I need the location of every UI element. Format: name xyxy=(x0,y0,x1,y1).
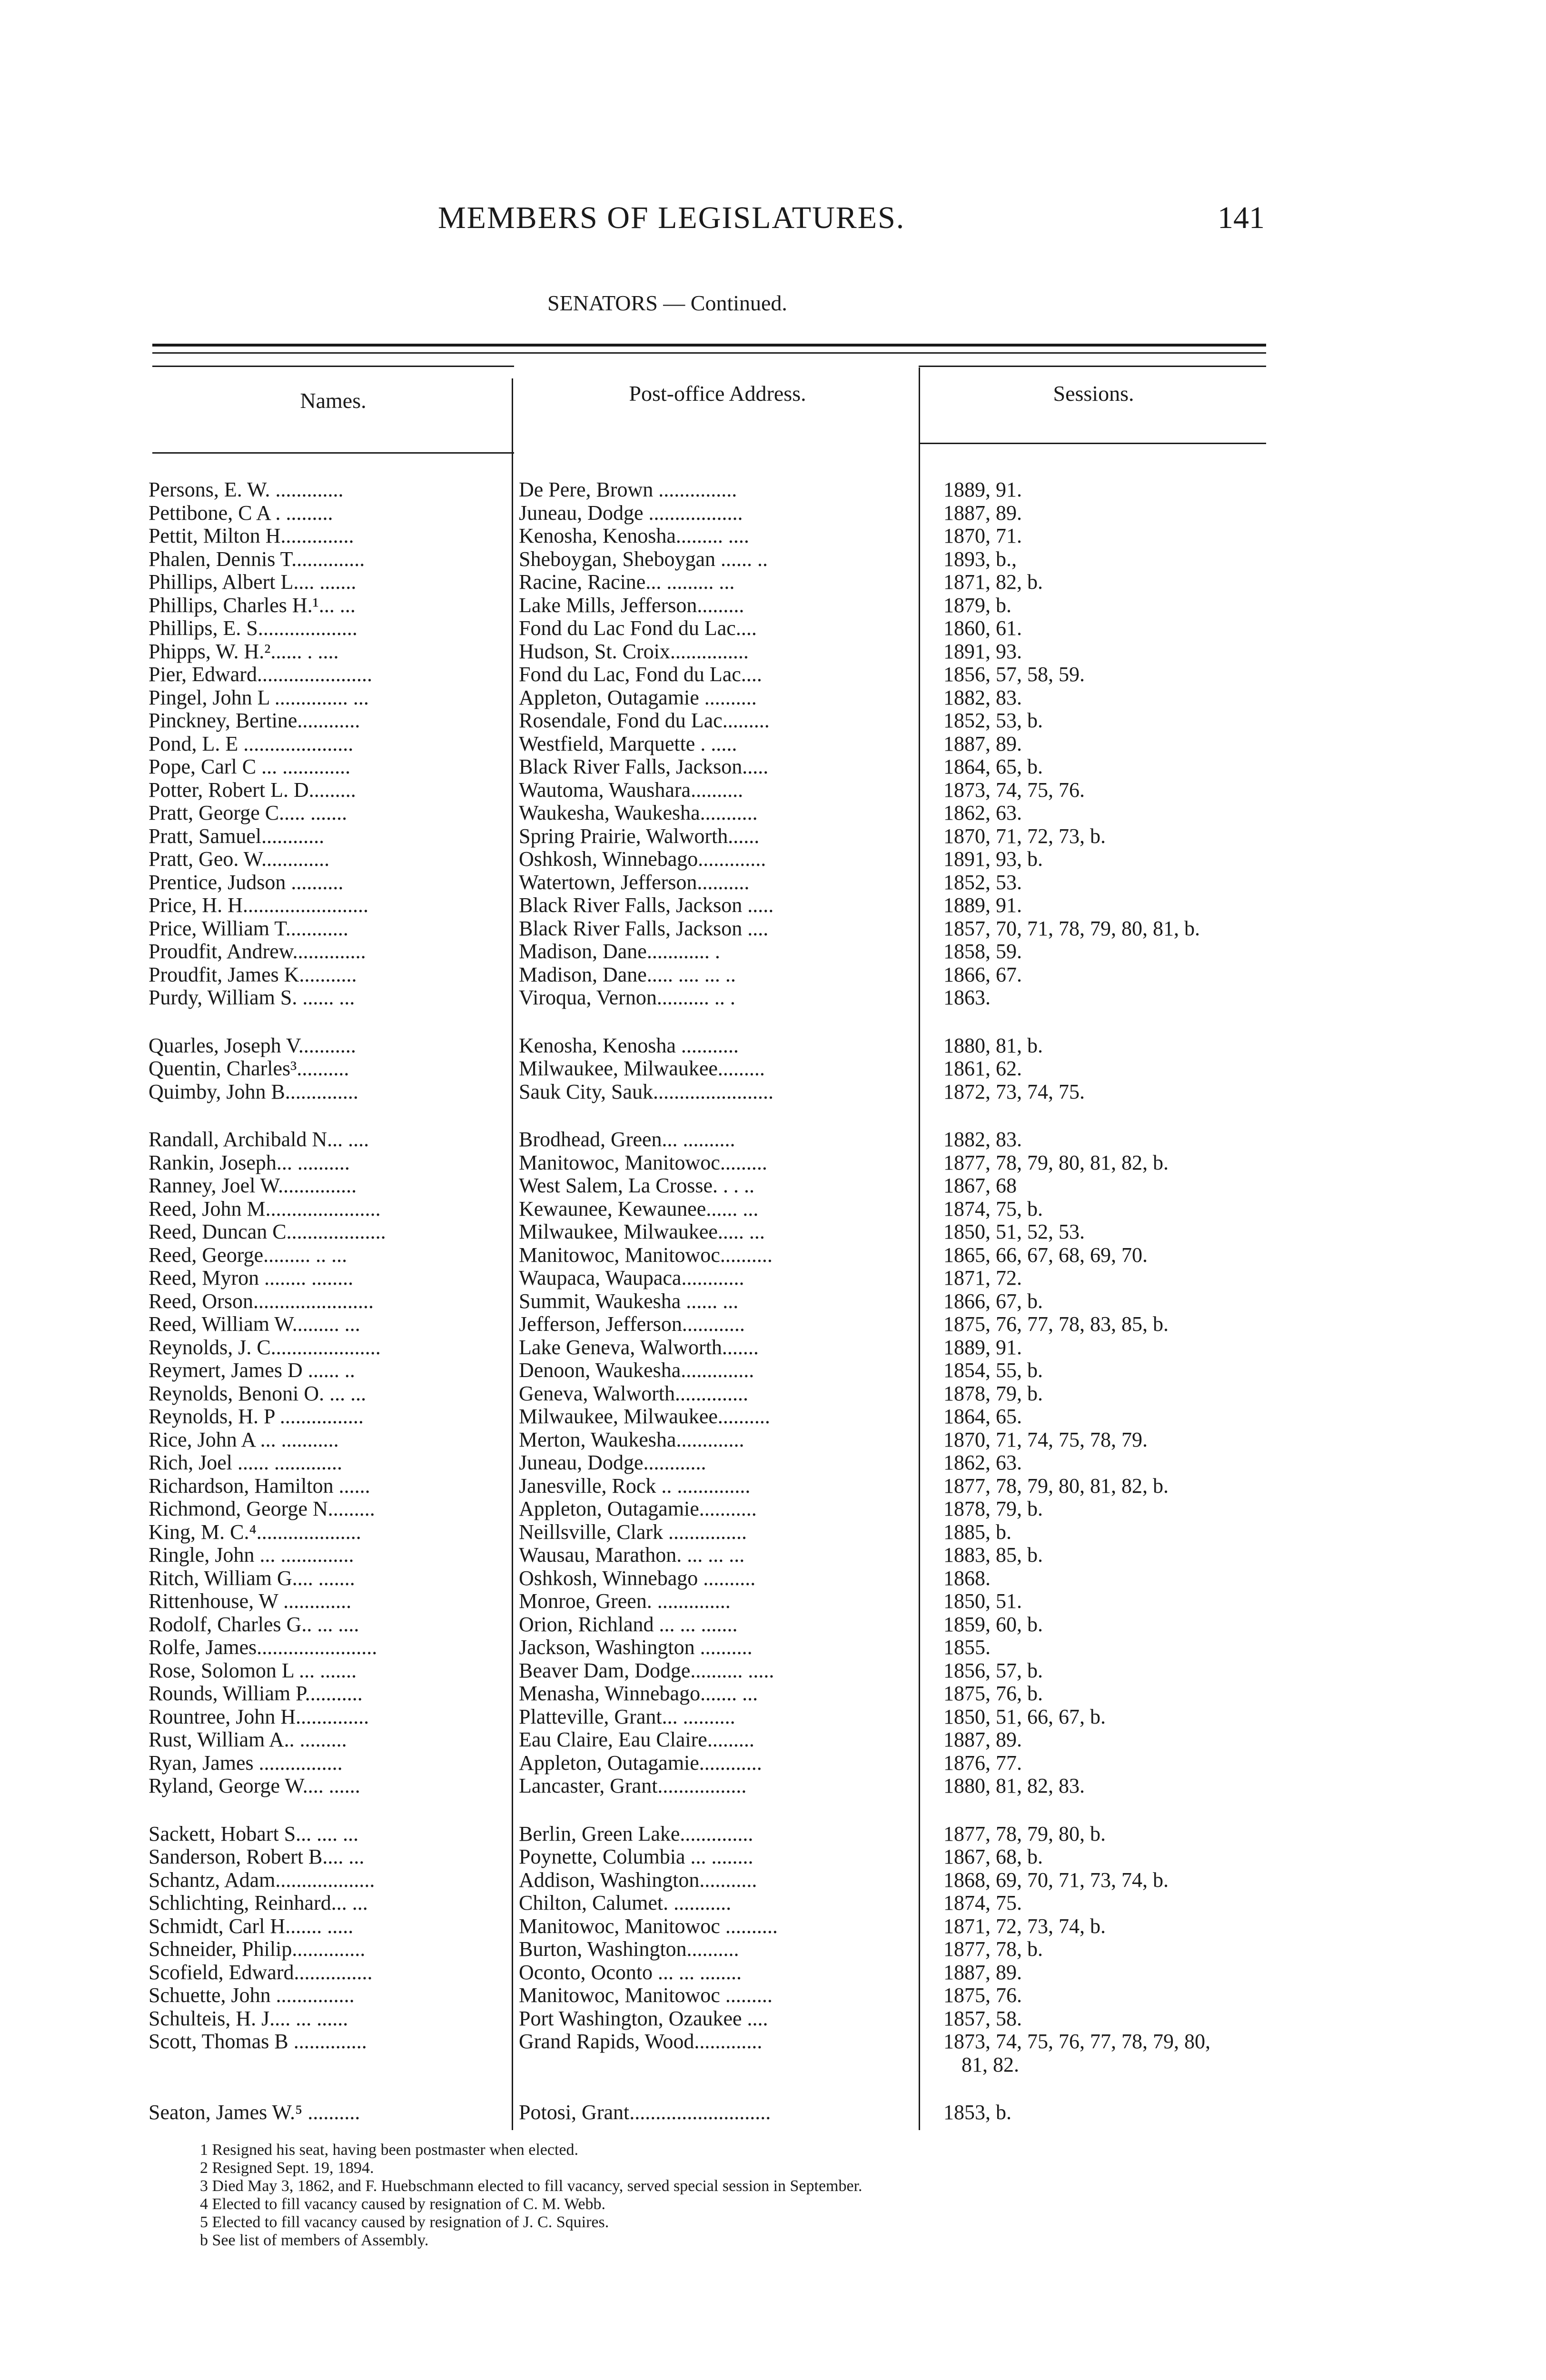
table-row xyxy=(143,1198,1285,1221)
sessions-cell: 1866, 67, b. xyxy=(943,1289,1043,1313)
table-row xyxy=(143,1984,1285,2007)
address-cell: Kewaunee, Kewaunee...... ... xyxy=(519,1197,759,1220)
sessions-cell: 1875, 76. xyxy=(943,1984,1022,2007)
name-cell: Pier, Edward...................... xyxy=(149,663,372,686)
address-cell: Black River Falls, Jackson ..... xyxy=(519,894,774,917)
address-cell: Manitowoc, Manitowoc .......... xyxy=(519,1914,778,1938)
sessions-cell: 1870, 71, 72, 73, b. xyxy=(943,824,1106,848)
name-cell: Phalen, Dennis T.............. xyxy=(149,547,365,571)
senators-table xyxy=(143,478,1285,2149)
table-row xyxy=(143,1775,1285,1798)
name-cell: Schlichting, Reinhard... ... xyxy=(149,1892,368,1914)
sessions-cell: 1864, 65, b. xyxy=(943,755,1043,778)
sessions-cell: 1856, 57, 58, 59. xyxy=(943,663,1085,686)
table-row xyxy=(143,1081,1285,1104)
address-cell: Manitowoc, Manitowoc......... xyxy=(519,1151,767,1174)
name-cell: Schulteis, H. J.... ... ...... xyxy=(149,2007,348,2030)
table-row xyxy=(143,1428,1285,1452)
table-row xyxy=(143,594,1285,617)
sessions-cell: 1882, 83. xyxy=(943,1128,1022,1151)
page-header xyxy=(0,200,1546,252)
footnote: b See list of members of Assembly. xyxy=(200,2231,429,2249)
table-row xyxy=(143,1267,1285,1290)
name-cell: Schantz, Adam................... xyxy=(149,1868,375,1892)
address-cell: Racine, Racine... ......... ... xyxy=(519,571,735,594)
name-cell: Rittenhouse, W ............. xyxy=(149,1590,352,1613)
name-group xyxy=(143,2101,1285,2124)
page-title: MEMBERS OF LEGISLATURES. xyxy=(438,200,905,235)
header-bottom-rule-left xyxy=(152,452,514,454)
name-cell: Reymert, James D ...... .. xyxy=(149,1359,355,1382)
name-cell: Reed, George......... .. ... xyxy=(149,1243,347,1267)
name-group xyxy=(143,1034,1285,1104)
table-row xyxy=(143,1475,1285,1498)
sessions-cell: 1880, 81, b. xyxy=(943,1034,1043,1057)
sessions-cell: 1874, 75. xyxy=(943,1892,1022,1914)
name-cell: Schmidt, Carl H....... ..... xyxy=(149,1914,354,1938)
address-cell: Sauk City, Sauk....................... xyxy=(519,1080,773,1103)
name-cell: Pinckney, Bertine............ xyxy=(149,709,360,732)
table-row xyxy=(143,1151,1285,1175)
sessions-cell: 1887, 89. xyxy=(943,501,1022,525)
header-bottom-rule-right xyxy=(919,443,1266,444)
table-row xyxy=(143,502,1285,525)
sessions-cell: 1856, 57, b. xyxy=(943,1659,1043,1682)
sessions-cell: 1883, 85, b. xyxy=(943,1544,1043,1567)
address-cell: Orion, Richland ... ... ....... xyxy=(519,1613,738,1636)
name-cell: Pingel, John L .............. ... xyxy=(149,686,369,709)
sessions-cell: 1867, 68 xyxy=(943,1174,1017,1197)
table-row xyxy=(143,1497,1285,1521)
sessions-cell: 1868. xyxy=(943,1567,991,1590)
table-row xyxy=(143,1544,1285,1567)
address-cell: Jackson, Washington .......... xyxy=(519,1636,753,1659)
table-row xyxy=(143,1174,1285,1198)
sessions-cell: 1879, b. xyxy=(943,594,1011,617)
table-row xyxy=(143,848,1285,871)
address-cell: Brodhead, Green... .......... xyxy=(519,1128,735,1151)
name-cell: Ryan, James ................ xyxy=(149,1751,343,1775)
sessions-cell: 1865, 66, 67, 68, 69, 70. xyxy=(943,1243,1148,1267)
sessions-cell: 1871, 82, b. xyxy=(943,571,1043,594)
name-cell: Seaton, James W.⁵ .......... xyxy=(149,2101,360,2124)
sessions-cell: 1880, 81, 82, 83. xyxy=(943,1775,1085,1797)
name-cell: Randall, Archibald N... .... xyxy=(149,1128,369,1151)
address-cell: Janesville, Rock .. .............. xyxy=(519,1474,751,1497)
table-row xyxy=(143,1128,1285,1151)
address-cell: Manitowoc, Manitowoc ......... xyxy=(519,1984,773,2007)
address-cell: Wautoma, Waushara.......... xyxy=(519,778,743,802)
sessions-cell: 1893, b., xyxy=(943,547,1017,571)
address-cell: Wausau, Marathon. ... ... ... xyxy=(519,1544,745,1567)
footnote: 1 Resigned his seat, having been postmaster when elected. xyxy=(200,2141,578,2159)
table-row xyxy=(143,940,1285,963)
sessions-cell: 1857, 58. xyxy=(943,2007,1022,2030)
address-cell: Oshkosh, Winnebago............. xyxy=(519,848,766,871)
sessions-cell: 1850, 51. xyxy=(943,1590,1022,1613)
table-row xyxy=(143,755,1285,779)
address-cell: Milwaukee, Milwaukee..... ... xyxy=(519,1220,765,1243)
address-cell: Appleton, Outagamie........... xyxy=(519,1497,757,1520)
name-cell: Ringle, John ... .............. xyxy=(149,1544,354,1567)
address-cell: Spring Prairie, Walworth...... xyxy=(519,824,760,848)
address-cell: Lake Mills, Jefferson......... xyxy=(519,594,744,617)
sessions-cell: 1873, 74, 75, 76. xyxy=(943,778,1085,802)
table-row xyxy=(143,802,1285,825)
address-cell: Monroe, Green. .............. xyxy=(519,1590,731,1613)
sessions-cell: 1877, 78, b. xyxy=(943,1938,1043,1961)
table-row xyxy=(143,1220,1285,1244)
sessions-cell: 1877, 78, 79, 80, 81, 82, b. xyxy=(943,1151,1169,1174)
name-cell: Proudfit, James K........... xyxy=(149,963,357,986)
name-cell: Pope, Carl C ... ............. xyxy=(149,755,351,778)
footnote: 4 Elected to fill vacancy caused by resignation of C. M. Webb. xyxy=(200,2195,606,2213)
name-cell: Reed, Orson....................... xyxy=(149,1289,374,1313)
sessions-cell: 1850, 51, 66, 67, b. xyxy=(943,1705,1106,1728)
name-cell: Rountree, John H.............. xyxy=(149,1705,369,1728)
name-group xyxy=(143,1128,1285,1798)
address-cell xyxy=(509,2053,923,2077)
address-cell: Beaver Dam, Dodge.......... ..... xyxy=(519,1659,774,1682)
table-row xyxy=(143,733,1285,756)
table-row xyxy=(143,1915,1285,1938)
name-cell: Reynolds, Benoni O. ... ... xyxy=(149,1382,367,1405)
table-row xyxy=(143,571,1285,594)
name-cell: Sackett, Hobart S... .... ... xyxy=(149,1822,359,1845)
sessions-cell: 1885, b. xyxy=(943,1520,1011,1544)
name-cell: Sanderson, Robert B.... ... xyxy=(149,1845,365,1868)
name-cell: King, M. C.⁴.................... xyxy=(149,1520,361,1544)
address-cell: Watertown, Jefferson.......... xyxy=(519,871,750,894)
table-row xyxy=(143,1057,1285,1081)
header-rule-left xyxy=(152,366,514,367)
name-cell: Richardson, Hamilton ...... xyxy=(149,1474,370,1497)
sessions-cell: 1873, 74, 75, 76, 77, 78, 79, 80, xyxy=(943,2030,1210,2053)
table-row xyxy=(143,2101,1285,2124)
sessions-cell: 1860, 61. xyxy=(943,617,1022,640)
sessions-cell: 1852, 53. xyxy=(943,871,1022,894)
sessions-cell: 1853, b. xyxy=(943,2101,1011,2124)
sessions-cell: 1852, 53, b. xyxy=(943,709,1043,732)
address-cell: Addison, Washington........... xyxy=(519,1868,757,1892)
name-cell: Rankin, Joseph... .......... xyxy=(149,1151,350,1174)
address-cell: Geneva, Walworth.............. xyxy=(519,1382,748,1405)
address-cell: Appleton, Outagamie .......... xyxy=(519,686,757,709)
name-cell: Price, H. H........................ xyxy=(149,894,368,917)
name-cell: Richmond, George N......... xyxy=(149,1497,375,1520)
sessions-cell: 81, 82. xyxy=(961,2053,1019,2076)
sessions-cell: 1887, 89. xyxy=(943,1728,1022,1751)
name-cell: Pettibone, C A . ......... xyxy=(149,501,333,525)
name-cell: Rose, Solomon L ... ....... xyxy=(149,1659,357,1682)
address-cell: Platteville, Grant... .......... xyxy=(519,1705,735,1728)
footnote: 3 Died May 3, 1862, and F. Huebschmann elected to fill vacancy, served special session in September. xyxy=(200,2177,862,2195)
address-cell: Juneau, Dodge .................. xyxy=(519,501,743,525)
table-row xyxy=(143,1706,1285,1729)
table-row xyxy=(143,1244,1285,1267)
table-row xyxy=(143,1290,1285,1313)
name-cell: Pratt, Samuel............ xyxy=(149,824,325,848)
sessions-cell: 1854, 55, b. xyxy=(943,1359,1043,1382)
sessions-cell: 1859, 60, b. xyxy=(943,1613,1043,1636)
table-row xyxy=(143,2007,1285,2031)
table-row xyxy=(143,917,1285,941)
sessions-cell: 1871, 72. xyxy=(943,1267,1022,1289)
footnote: 5 Elected to fill vacancy caused by resignation of J. C. Squires. xyxy=(200,2213,609,2231)
address-cell: De Pere, Brown ............... xyxy=(519,478,737,501)
table-row xyxy=(143,963,1285,987)
name-cell: Schneider, Philip.............. xyxy=(149,1938,366,1961)
table-row xyxy=(143,779,1285,802)
name-cell: Quentin, Charles³.......... xyxy=(149,1057,349,1080)
sessions-cell: 1858, 59. xyxy=(943,940,1022,963)
name-cell xyxy=(143,2053,509,2077)
sessions-cell: 1889, 91. xyxy=(943,478,1022,501)
address-cell: Appleton, Outagamie............ xyxy=(519,1751,762,1775)
sessions-cell: 1855. xyxy=(943,1636,991,1659)
name-cell: Persons, E. W. ............. xyxy=(149,478,344,501)
column-header-sessions: Sessions. xyxy=(1053,381,1134,406)
name-cell: Price, William T............ xyxy=(149,917,348,940)
name-cell: Rust, William A.. ......... xyxy=(149,1728,347,1751)
sessions-cell: 1871, 72, 73, 74, b. xyxy=(943,1914,1106,1938)
name-cell: Potter, Robert L. D......... xyxy=(149,778,356,802)
sessions-cell: 1887, 89. xyxy=(943,1961,1022,1984)
name-cell: Reed, Myron ........ ........ xyxy=(149,1267,354,1289)
address-cell: Merton, Waukesha............. xyxy=(519,1428,744,1451)
sessions-cell: 1863. xyxy=(943,986,991,1009)
sessions-cell: 1874, 75, b. xyxy=(943,1197,1043,1220)
table-row xyxy=(143,1752,1285,1775)
address-cell: Menasha, Winnebago....... ... xyxy=(519,1682,758,1705)
table-row xyxy=(143,1613,1285,1636)
table-row xyxy=(143,1313,1285,1336)
name-cell: Reynolds, J. C..................... xyxy=(149,1336,381,1359)
sessions-cell: 1889, 91. xyxy=(943,1336,1022,1359)
address-cell: Westfield, Marquette . ..... xyxy=(519,732,737,755)
sessions-cell: 1857, 70, 71, 78, 79, 80, 81, b. xyxy=(943,917,1200,940)
address-cell: Jefferson, Jefferson............ xyxy=(519,1313,745,1336)
sessions-cell: 1875, 76, 77, 78, 83, 85, b. xyxy=(943,1313,1169,1336)
address-cell: Denoon, Waukesha.............. xyxy=(519,1359,754,1382)
table-row xyxy=(143,1405,1285,1428)
table-row xyxy=(143,478,1285,502)
name-cell: Reed, Duncan C................... xyxy=(149,1220,386,1243)
name-cell: Reed, William W......... ... xyxy=(149,1313,360,1336)
table-row xyxy=(143,1636,1285,1659)
name-cell: Ritch, William G.... ....... xyxy=(149,1567,355,1590)
sessions-cell: 1882, 83. xyxy=(943,686,1022,709)
address-cell: Kenosha, Kenosha ........... xyxy=(519,1034,739,1057)
address-cell: Eau Claire, Eau Claire......... xyxy=(519,1728,754,1751)
address-cell: Berlin, Green Lake.............. xyxy=(519,1822,753,1845)
name-cell: Rounds, William P........... xyxy=(149,1682,363,1705)
sessions-cell: 1862, 63. xyxy=(943,1451,1022,1474)
table-row xyxy=(143,825,1285,848)
address-cell: Port Washington, Ozaukee .... xyxy=(519,2007,768,2030)
table-row xyxy=(143,1659,1285,1683)
sessions-cell: 1872, 73, 74, 75. xyxy=(943,1080,1085,1103)
address-cell: Fond du Lac, Fond du Lac.... xyxy=(519,663,762,686)
sessions-cell: 1862, 63. xyxy=(943,802,1022,824)
address-cell: Oshkosh, Winnebago .......... xyxy=(519,1567,756,1590)
sessions-cell: 1887, 89. xyxy=(943,732,1022,755)
table-row xyxy=(143,1938,1285,1961)
table-row xyxy=(143,1451,1285,1475)
table-row xyxy=(143,1521,1285,1544)
address-cell: Waukesha, Waukesha........... xyxy=(519,802,758,824)
address-cell: Hudson, St. Croix............... xyxy=(519,640,749,663)
address-cell: Madison, Dane............ . xyxy=(519,940,720,963)
table-row xyxy=(143,663,1285,686)
table-row xyxy=(143,871,1285,894)
sessions-cell: 1875, 76, b. xyxy=(943,1682,1043,1705)
address-cell: Lake Geneva, Walworth....... xyxy=(519,1336,759,1359)
name-cell: Scofield, Edward............... xyxy=(149,1961,373,1984)
name-cell: Reed, John M...................... xyxy=(149,1197,381,1220)
address-cell: Manitowoc, Manitowoc.......... xyxy=(519,1243,773,1267)
name-group xyxy=(143,1823,1285,2077)
name-cell: Pettit, Milton H.............. xyxy=(149,525,354,547)
table-row xyxy=(143,1567,1285,1590)
table-row xyxy=(143,1682,1285,1706)
footnotes xyxy=(200,2141,1342,2250)
sessions-cell: 1870, 71, 74, 75, 78, 79. xyxy=(943,1428,1148,1451)
table-row xyxy=(143,640,1285,664)
name-cell: Purdy, William S. ...... ... xyxy=(149,986,355,1009)
table-row xyxy=(143,1728,1285,1752)
table-row xyxy=(143,1034,1285,1058)
table-row xyxy=(143,1359,1285,1382)
name-cell: Ryland, George W.... ...... xyxy=(149,1775,360,1797)
table-row xyxy=(143,686,1285,710)
table-row xyxy=(143,548,1285,571)
table-row xyxy=(143,1336,1285,1359)
address-cell: Juneau, Dodge............ xyxy=(519,1451,706,1474)
name-cell: Quarles, Joseph V........... xyxy=(149,1034,356,1057)
name-cell: Schuette, John ............... xyxy=(149,1984,355,2007)
name-cell: Reynolds, H. P ................ xyxy=(149,1405,364,1428)
address-cell: Neillsville, Clark ............... xyxy=(519,1520,747,1544)
address-cell: Milwaukee, Milwaukee......... xyxy=(519,1057,765,1080)
sessions-cell: 1876, 77. xyxy=(943,1751,1022,1775)
sessions-cell: 1864, 65. xyxy=(943,1405,1022,1428)
sessions-cell: 1850, 51, 52, 53. xyxy=(943,1220,1085,1243)
footnote: 2 Resigned Sept. 19, 1894. xyxy=(200,2159,374,2177)
name-cell: Phipps, W. H.²...... . .... xyxy=(149,640,339,663)
table-row xyxy=(143,986,1285,1010)
address-cell: Black River Falls, Jackson..... xyxy=(519,755,769,778)
address-cell: Rosendale, Fond du Lac......... xyxy=(519,709,770,732)
address-cell: Lancaster, Grant................. xyxy=(519,1775,747,1797)
top-rule-thick xyxy=(152,344,1266,347)
sessions-cell: 1878, 79, b. xyxy=(943,1497,1043,1520)
name-cell: Pratt, Geo. W............. xyxy=(149,848,330,871)
address-cell: Burton, Washington.......... xyxy=(519,1938,739,1961)
table-row xyxy=(143,709,1285,733)
sessions-cell: 1866, 67. xyxy=(943,963,1022,986)
address-cell: Black River Falls, Jackson .... xyxy=(519,917,769,940)
sessions-cell: 1889, 91. xyxy=(943,894,1022,917)
top-rule-thin xyxy=(152,352,1266,354)
address-cell: Madison, Dane..... .... ... .. xyxy=(519,963,736,986)
name-cell: Rice, John A ... ........... xyxy=(149,1428,339,1451)
name-cell: Phillips, E. S................... xyxy=(149,617,357,640)
sessions-cell: 1867, 68, b. xyxy=(943,1845,1043,1868)
name-cell: Scott, Thomas B .............. xyxy=(149,2030,367,2053)
name-cell: Ranney, Joel W............... xyxy=(149,1174,357,1197)
section-heading: SENATORS — Continued. xyxy=(547,291,787,315)
name-cell: Quimby, John B.............. xyxy=(149,1080,358,1103)
page-number: 141 xyxy=(1218,200,1265,235)
address-cell: West Salem, La Crosse. . . .. xyxy=(519,1174,755,1197)
address-cell: Waupaca, Waupaca............ xyxy=(519,1267,744,1289)
address-cell: Fond du Lac Fond du Lac.... xyxy=(519,617,757,640)
column-header-names: Names. xyxy=(300,388,367,413)
name-cell: Pond, L. E ..................... xyxy=(149,732,354,755)
address-cell: Kenosha, Kenosha......... .... xyxy=(519,525,749,547)
column-header-address: Post-office Address. xyxy=(629,381,806,406)
name-cell: Rolfe, James....................... xyxy=(149,1636,377,1659)
name-cell: Phillips, Albert L.... ....... xyxy=(149,571,357,594)
table-row xyxy=(143,1961,1285,1984)
address-cell: Grand Rapids, Wood............. xyxy=(519,2030,763,2053)
table-row xyxy=(143,1823,1285,1846)
table-row xyxy=(143,1382,1285,1406)
name-group xyxy=(143,478,1285,1010)
address-cell: Oconto, Oconto ... ... ........ xyxy=(519,1961,742,1984)
sessions-cell: 1861, 62. xyxy=(943,1057,1022,1080)
name-cell: Rodolf, Charles G.. ... .... xyxy=(149,1613,359,1636)
header-rule-right xyxy=(919,366,1266,367)
sessions-cell: 1878, 79, b. xyxy=(943,1382,1043,1405)
table-row xyxy=(143,1845,1285,1869)
sessions-cell: 1891, 93, b. xyxy=(943,848,1043,871)
address-cell: Poynette, Columbia ... ........ xyxy=(519,1845,753,1868)
name-cell: Pratt, George C..... ....... xyxy=(149,802,347,824)
sessions-cell: 1877, 78, 79, 80, b. xyxy=(943,1822,1106,1845)
name-cell: Proudfit, Andrew.............. xyxy=(149,940,366,963)
address-cell: Viroqua, Vernon.......... .. . xyxy=(519,986,735,1009)
address-cell: Sheboygan, Sheboygan ...... .. xyxy=(519,547,768,571)
table-row xyxy=(143,1892,1285,1915)
table-row xyxy=(143,2053,1285,2077)
sessions-cell: 1891, 93. xyxy=(943,640,1022,663)
address-cell: Chilton, Calumet. ........... xyxy=(519,1892,732,1914)
sessions-cell: 1868, 69, 70, 71, 73, 74, b. xyxy=(943,1868,1169,1892)
address-cell: Potosi, Grant........................... xyxy=(519,2101,771,2124)
table-row xyxy=(143,1869,1285,1892)
table-row xyxy=(143,617,1285,640)
table-row xyxy=(143,525,1285,548)
address-cell: Milwaukee, Milwaukee.......... xyxy=(519,1405,770,1428)
name-cell: Prentice, Judson .......... xyxy=(149,871,344,894)
sessions-cell: 1877, 78, 79, 80, 81, 82, b. xyxy=(943,1474,1169,1497)
name-cell: Rich, Joel ...... ............. xyxy=(149,1451,342,1474)
address-cell: Summit, Waukesha ...... ... xyxy=(519,1289,739,1313)
name-cell: Phillips, Charles H.¹... ... xyxy=(149,594,356,617)
sessions-cell: 1870, 71. xyxy=(943,525,1022,547)
table-row xyxy=(143,894,1285,917)
table-row xyxy=(143,1590,1285,1613)
table-row xyxy=(143,2030,1285,2053)
